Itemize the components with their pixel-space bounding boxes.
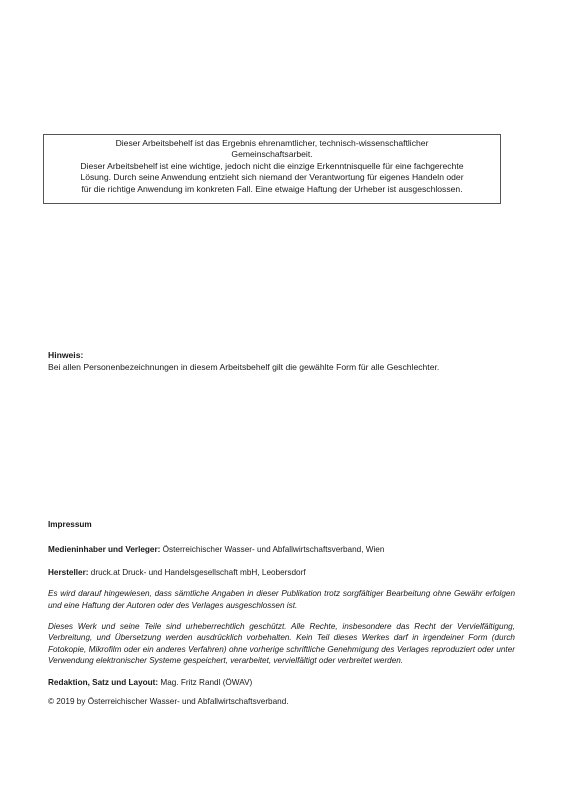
editing-line xyxy=(48,677,515,688)
producer-value: druck.at Druck- und Handelsgesellschaft mbH, Leobersdorf xyxy=(88,567,306,577)
disclaimer-line: Lösung. Durch seine Anwendung entzieht sich niemand der Verantwortung für eigenes Handeln oder xyxy=(80,172,464,183)
disclaimer-line: Dieser Arbeitsbehelf ist das Ergebnis ehrenamtlicher, technisch-wissenschaftlicher xyxy=(115,138,429,148)
publisher-label: Medieninhaber und Verleger: xyxy=(48,545,161,555)
liability-disclaimer: Es wird darauf hingewiesen, dass sämtliche Angaben in dieser Publikation trotz sorgfältiger Bearbeitung ohne Gewähr erfolgen und eine Haftung der Autoren oder des Verlages ausgeschlossen ist. xyxy=(48,589,515,610)
disclaimer-line: Gemeinschaftsarbeit. xyxy=(231,149,313,160)
publisher-value: Österreichischer Wasser- und Abfallwirtschaftsverband, Wien xyxy=(160,545,385,555)
editing-label: Redaktion, Satz und Layout: xyxy=(48,677,159,687)
editing-value: Mag. Fritz Randl (ÖWAV) xyxy=(158,677,253,687)
disclaimer-line: für die richtige Anwendung im konkreten Fall. Eine etwaige Haftung der Urheber ist ausgeschlossen. xyxy=(81,183,463,194)
imprint-heading: Impressum xyxy=(48,520,92,529)
imprint-section xyxy=(48,519,515,707)
notice-section xyxy=(48,350,528,373)
copyright-line: © 2019 by Österreichischer Wasser- und Abfallwirtschaftsverband. xyxy=(48,697,289,707)
notice-text: Bei allen Personenbezeichnungen in diesem Arbeitsbehelf gilt die gewählte Form für alle Geschlechter. xyxy=(48,361,440,372)
producer-line xyxy=(48,567,515,578)
producer-label: Hersteller: xyxy=(48,567,89,577)
copyright-notice: Dieses Werk und seine Teile sind urheberrechtlich geschützt. Alle Rechte, insbesondere das Recht der Vervielfältigung, Verbreitung, und Übersetzung werden ausdrücklich vorbehalten. Kein Teil dieses Werkes darf in irgendeiner Form (durch Fotokopie, Mikrofilm oder ein anderes Verfahren) ohne vorherige schriftliche Genehmigung des Verlages reproduziert oder unter Verwendung elektronischer Systeme gespeichert, verarbeitet, vervielfältigt oder verbreitet werden. xyxy=(48,622,515,666)
publisher-line xyxy=(48,544,515,555)
notice-title: Hinweis: xyxy=(48,350,84,360)
disclaimer-box xyxy=(43,134,501,204)
disclaimer-line: Dieser Arbeitsbehelf ist eine wichtige, jedoch nicht die einzige Erkenntnisquelle für eine fachgerechte xyxy=(80,160,464,171)
